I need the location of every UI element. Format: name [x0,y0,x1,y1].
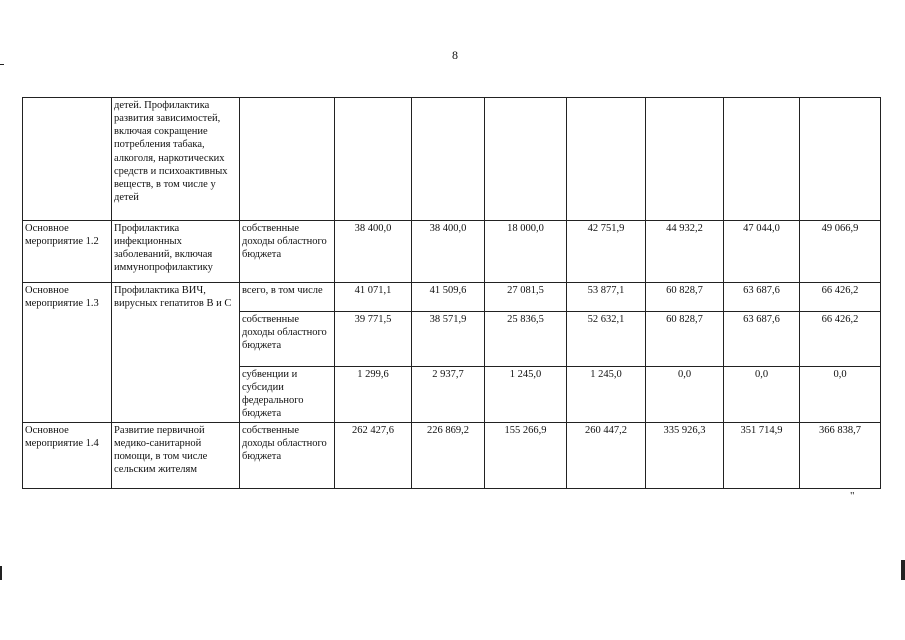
activity-cell: Основное мероприятие 1.2 [23,221,112,283]
activity-cell: Основное мероприятие 1.3 [23,283,112,423]
value-cell: 2 937,7 [412,367,485,423]
source-cell [240,98,335,221]
value-cell: 38 400,0 [335,221,412,283]
scan-edge-mark [0,566,2,580]
budget-table [22,97,881,489]
value-cell: 41 509,6 [412,283,485,312]
value-cell: 66 426,2 [800,312,881,367]
scan-edge-mark [0,64,4,65]
value-cell: 335 926,3 [646,422,724,488]
scan-edge-mark [901,560,905,580]
table-row [23,422,881,488]
description-cell: Профилактика инфекционных заболеваний, включая иммунопрофилактику [112,221,240,283]
value-cell: 262 427,6 [335,422,412,488]
activity-cell: Основное мероприятие 1.4 [23,422,112,488]
value-cell: 44 932,2 [646,221,724,283]
value-cell: 1 245,0 [567,367,646,423]
value-cell: 1 245,0 [485,367,567,423]
value-cell [335,98,412,221]
value-cell [724,98,800,221]
page-number: 8 [452,48,458,62]
value-cell: 63 687,6 [724,283,800,312]
value-cell: 53 877,1 [567,283,646,312]
value-cell: 39 771,5 [335,312,412,367]
value-cell: 63 687,6 [724,312,800,367]
table-row [23,98,881,221]
value-cell: 60 828,7 [646,312,724,367]
value-cell: 1 299,6 [335,367,412,423]
value-cell: 42 751,9 [567,221,646,283]
value-cell: 47 044,0 [724,221,800,283]
value-cell [800,98,881,221]
value-cell [646,98,724,221]
value-cell: 18 000,0 [485,221,567,283]
source-cell: собственные доходы областного бюджета [240,221,335,283]
activity-cell [23,98,112,221]
description-cell: Профилактика ВИЧ, вирусных гепатитов В и С [112,283,240,423]
source-cell: субвенции и субсидии федерального бюджета [240,367,335,423]
value-cell: 66 426,2 [800,283,881,312]
value-cell: 0,0 [800,367,881,423]
value-cell: 0,0 [724,367,800,423]
value-cell: 0,0 [646,367,724,423]
value-cell: 49 066,9 [800,221,881,283]
source-cell: всего, в том числе [240,283,335,312]
value-cell: 38 400,0 [412,221,485,283]
description-cell: Развитие первичной медико-санитарной помощи, в том числе сельским жителям [112,422,240,488]
value-cell: 52 632,1 [567,312,646,367]
source-cell: собственные доходы областного бюджета [240,422,335,488]
value-cell: 226 869,2 [412,422,485,488]
table-row [23,221,881,283]
value-cell: 25 836,5 [485,312,567,367]
table-row [23,283,881,312]
value-cell: 41 071,1 [335,283,412,312]
value-cell: 351 714,9 [724,422,800,488]
value-cell: 155 266,9 [485,422,567,488]
value-cell [485,98,567,221]
value-cell: 366 838,7 [800,422,881,488]
value-cell: 60 828,7 [646,283,724,312]
description-cell: детей. Профилактика развития зависимостей, включая сокращение потребления табака, алкоголя, наркотических средств и психоактивных веществ, в том числе у детей [112,98,240,221]
value-cell: 27 081,5 [485,283,567,312]
value-cell [412,98,485,221]
value-cell: 38 571,9 [412,312,485,367]
closing-quote: " [850,490,855,502]
value-cell: 260 447,2 [567,422,646,488]
value-cell [567,98,646,221]
source-cell: собственные доходы областного бюджета [240,312,335,367]
